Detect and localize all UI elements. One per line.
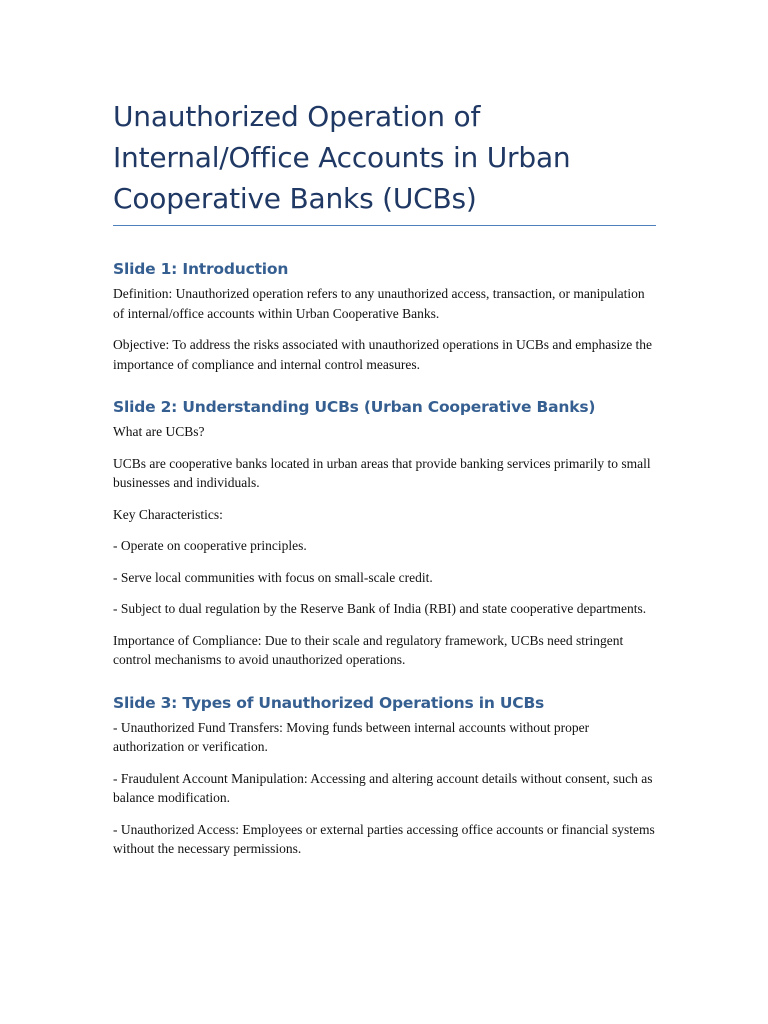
list-item: - Unauthorized Fund Transfers: Moving funds between internal accounts without proper authorization or verification. <box>113 719 590 754</box>
document-body <box>113 96 656 871</box>
list-item: - Fraudulent Account Manipulation: Accessing and altering account details without consent, such as balance modification. <box>113 770 653 805</box>
list-item: - Unauthorized Access: Employees or external parties accessing office accounts or financial systems without the necessary permissions. <box>113 821 655 856</box>
list-item: - Subject to dual regulation by the Reserve Bank of India (RBI) and state cooperative departments. <box>113 601 647 616</box>
slide-section-3 <box>113 692 656 859</box>
slide-heading: Slide 1: Introduction <box>113 260 289 278</box>
list-item: - Serve local communities with focus on small-scale credit. <box>113 569 433 585</box>
paragraph: Definition: Unauthorized operation refers to any unauthorized access, transaction, or manipulation of internal/office accounts within Urban Cooperative Banks. <box>113 286 645 321</box>
slide-section-1 <box>113 258 656 374</box>
slide-section-2 <box>113 396 656 670</box>
slide-heading: Slide 3: Types of Unauthorized Operations in UCBs <box>113 693 545 712</box>
document-title: Unauthorized Operation of Internal/Office Accounts in Urban Cooperative Banks (UCBs) <box>113 96 656 226</box>
list-item: - Operate on cooperative principles. <box>113 538 307 553</box>
paragraph: Key Characteristics: <box>113 506 223 522</box>
paragraph: What are UCBs? <box>113 424 205 439</box>
paragraph: UCBs are cooperative banks located in urban areas that provide banking services primarily to small businesses and individuals. <box>113 455 651 490</box>
slide-heading: Slide 2: Understanding UCBs (Urban Cooperative Banks) <box>113 398 596 416</box>
paragraph: Importance of Compliance: Due to their scale and regulatory framework, UCBs need stringent control mechanisms to avoid unauthorized operations. <box>113 632 624 667</box>
paragraph: Objective: To address the risks associated with unauthorized operations in UCBs and emphasize the importance of compliance and internal control measures. <box>113 337 653 372</box>
